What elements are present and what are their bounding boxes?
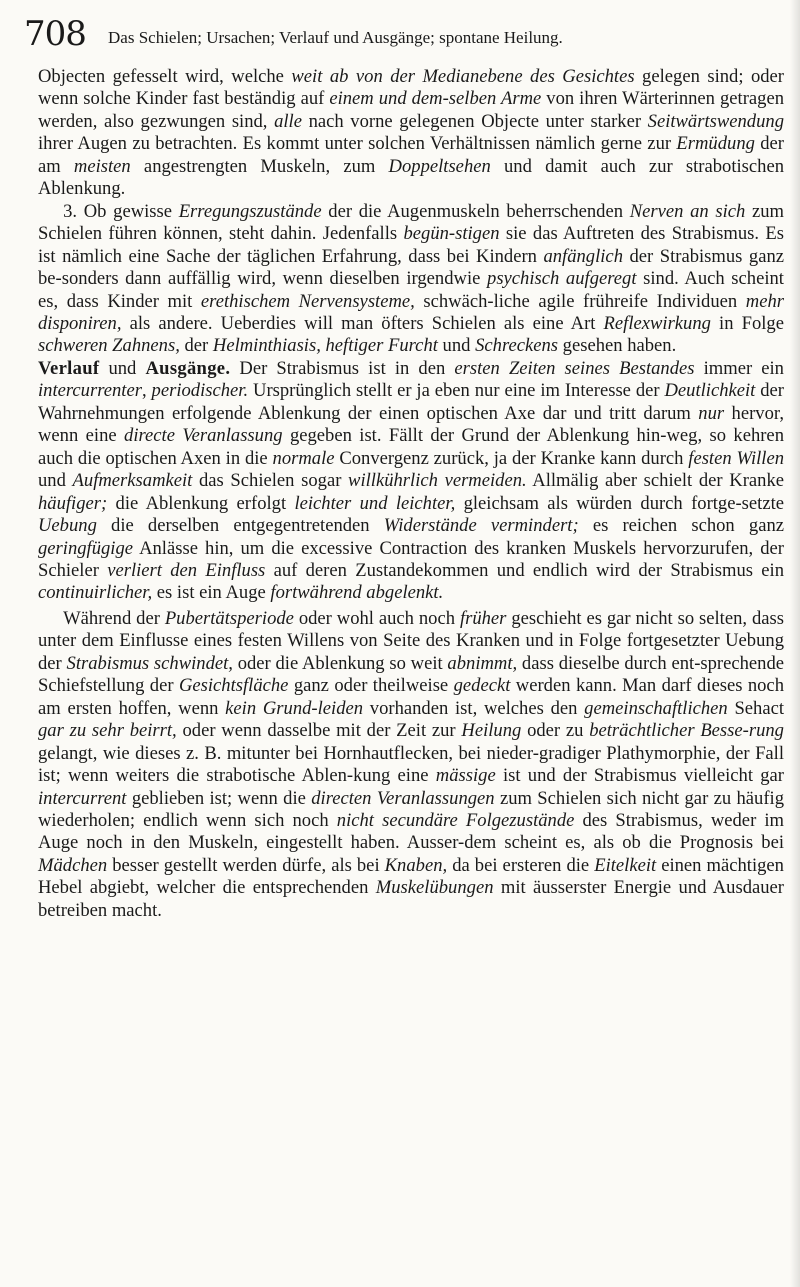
text-run: dass dieselbe durch ent-sprechende Schiefstellung der [38,652,785,697]
text-run: Sehact [727,697,785,719]
text-run: auf deren Zustandekommen und endlich wird der Strabismus ein [265,559,784,581]
emphasis-text: psychisch aufgeregt [487,268,637,290]
emphasis-text: mässige [435,765,496,787]
text-run: der Wahrnehmungen erfolgende Ablenkung der einen optischen Axe dar und tritt darum [38,380,785,424]
text-run: als andere. Ueberdies will man öfters Schielen als eine Art [121,312,604,334]
page-edge-shadow [790,0,800,1287]
text-run: Während der [63,607,165,629]
emphasis-text: weit ab von der Medianebene des Gesichtes [291,66,635,87]
text-run: schwäch-liche agile frühreife Individuen [414,290,746,312]
paragraph [38,201,784,358]
text-run: oder wohl auch noch [293,607,460,629]
text-run: es ist ein Auge [152,582,271,604]
text-run: nach vorne gelegenen Objecte unter starker [301,110,648,132]
text-run: oder die Ablenkung so weit [232,652,448,674]
emphasis-text: normale [272,447,335,469]
text-run: und [38,470,73,492]
emphasis-text: verliert den Einfluss [107,559,266,581]
text-run: werden kann. Man darf dieses noch am ersten hoffen, wenn [38,675,784,719]
text-run: vorhanden ist, welches den [363,697,585,719]
emphasis-text: intercurrent [38,787,127,809]
paragraph [38,608,784,922]
emphasis-text: directe Veranlassung [124,425,283,447]
emphasis-text: schweren Zahnens, [38,335,180,357]
emphasis-text: Aufmerksamkeit [72,470,193,492]
text-run: zum Schielen sich nicht gar zu häufig wiederholen; endlich wenn sich noch [38,787,785,831]
text-run: Der Strabismus ist in den [230,357,455,379]
text-run: immer ein [694,357,784,379]
text-run: zum Schielen führen können, steht dahin. Jedenfalls [38,200,785,245]
emphasis-text: anfänglich [543,245,623,267]
text-run: Anlässe hin, um die excessive Contraction des kranken Muskels hervorzurufen, der Schieler [38,537,784,581]
text-run: Allmälig aber schielt der Kranke [526,470,784,492]
text-run: in Folge [710,312,784,334]
text-run: und [99,357,146,379]
emphasis-text: leichter und leichter, [294,492,456,514]
text-run: gleichsam als würden durch fortge-setzte [455,492,784,514]
emphasis-text: willkührlich vermeiden. [348,470,527,492]
text-run: hervor, wenn eine [38,402,784,447]
text-run: gelegen sind; oder wenn solche Kinder fast beständig auf [38,66,784,110]
text-run: gelangt, wie dieses z. B. mitunter bei Hornhautflecken, bei nieder-gradiger Plathymorphie, der Fall ist; wenn weiters die strabotische Ablen-kung eine [38,742,784,787]
section-heading: Ausgänge. [145,357,231,379]
emphasis-text: Reflexwirkung [603,312,711,334]
emphasis-text: Schreckens [475,335,559,357]
text-run: angestrengten Muskeln, zum [130,155,389,177]
text-run: einen mächtigen Hebel abgiebt, welcher die entsprechenden [38,854,784,899]
emphasis-text: gemeinschaftlichen [584,697,728,719]
text-run: da bei ersteren die [447,854,595,876]
emphasis-text: nicht secundäre Folgezustände [336,809,575,831]
text-run: Objecten gefesselt wird, welche [38,66,292,87]
text-run: ihrer Augen zu betrachten. Es kommt unter solchen Verhältnissen nämlich gerne zur [38,133,677,155]
emphasis-text: abnimmt, [447,652,518,674]
emphasis-text: Gesichtsfläche [178,675,289,697]
text-run: geblieben ist; wenn die [126,787,312,809]
emphasis-text: gar zu sehr beirrt, [38,720,177,742]
text-run: gesehen haben. [558,335,677,357]
emphasis-text: periodischer. [151,380,249,402]
emphasis-text: Deutlichkeit [664,380,756,402]
page-number: 708 [24,14,86,54]
emphasis-text: meisten [73,155,131,177]
emphasis-text: Knaben, [384,854,448,876]
emphasis-text: Nerven an sich [629,200,746,222]
emphasis-text: Heilung [461,720,522,742]
emphasis-text: Strabismus schwindet, [66,652,233,674]
text-run: 3. Ob gewisse [63,200,179,222]
text-run: sie das Auftreten des Strabismus. Es ist nämlich eine Sache der täglichen Erfahrung, dass bei Kindern [38,223,784,267]
emphasis-text: Doppeltsehen [388,155,491,177]
emphasis-text: erethischem Nervensysteme, [200,290,415,312]
emphasis-text: fortwährend abgelenkt. [270,582,444,604]
text-run: und damit auch zur strabotischen Ablenkung. [38,155,784,200]
text-run: es reichen schon ganz [578,515,784,537]
section-paragraph [38,358,784,605]
emphasis-text: Ermüdung [676,133,755,155]
text-run: Convergenz zurück, ja der Kranke kann durch [334,447,689,469]
emphasis-text: kein Grund-leiden [225,697,364,719]
emphasis-text: geringfügige [38,537,134,559]
emphasis-text: nur [698,402,725,424]
emphasis-text: ersten Zeiten seines Bestandes [454,357,695,379]
text-run: der die Augenmuskeln beherrschenden [321,200,630,222]
text-run: mit äusserster Energie und Ausdauer betreiben macht. [38,877,784,921]
emphasis-text: Widerstände vermindert; [383,515,579,537]
emphasis-text: mehr disponiren, [38,290,784,334]
emphasis-text: Helminthiasis, heftiger Furcht [212,335,438,357]
emphasis-text: begün-stigen [403,223,500,245]
text-run: , [141,380,152,402]
emphasis-text: Eitelkeit [594,854,657,876]
emphasis-text: Erregungszustände [178,200,322,222]
text-run: der [179,335,213,357]
text-run: ist und der Strabismus vielleicht gar [495,765,784,787]
text-run: und [437,335,476,357]
emphasis-text: einem und dem-selben Arme [329,88,542,110]
emphasis-text: häufiger; [38,492,108,514]
text-run: oder zu [521,720,590,742]
text-run: geschieht es gar nicht so selten, dass unter dem Einflusse eines festen Willens von Seite des Kranken und in Folge fortgesetzter Uebung der [38,607,784,674]
emphasis-text: intercurrenter [38,380,142,402]
text-run: gegeben ist. Fällt der Grund der Ablenkung hin-weg, so kehren auch die optischen Axen in die [38,425,784,469]
emphasis-text: festen Willen [688,447,784,469]
text-run: der am [38,133,785,177]
paragraph [38,66,784,201]
emphasis-text: Muskelübungen [375,877,494,899]
text-run: des Strabismus, weder im Auge noch in den Muskeln, eingestellt haben. Ausser-dem scheint es, als ob die Prognosis bei [38,809,785,854]
body-text [38,66,784,922]
text-run: von ihren Wärterinnen getragen werden, also gezwungen sind, [38,88,784,132]
text-run: sind. Auch scheint es, dass Kinder mit [38,268,784,312]
emphasis-text: directen Veranlassungen [311,787,495,809]
text-run: ganz oder theilweise [288,675,454,697]
emphasis-text: früher [459,607,507,629]
section-heading: Verlauf [38,357,100,379]
text-run: besser gestellt werden dürfe, als bei [107,854,385,876]
text-run: Ursprünglich stellt er ja eben nur eine im Interesse der [248,380,665,402]
running-head: Das Schielen; Ursachen; Verlauf und Ausgänge; spontane Heilung. [108,28,563,47]
text-run: die Ablenkung erfolgt [107,492,295,514]
emphasis-text: Mädchen [38,854,108,876]
emphasis-text: continuirlicher, [38,582,153,604]
text-run: oder wenn dasselbe mit der Zeit zur [176,720,462,742]
text-run: der Strabismus ganz be-sonders dann auffällig wird, wenn dieselben irgendwie [38,245,784,290]
text-run: die derselben entgegentretenden [96,515,384,537]
emphasis-text: gedeckt [453,675,511,697]
emphasis-text: Uebung [38,515,97,537]
emphasis-text: beträchtlicher Besse-rung [589,720,784,742]
emphasis-text: Pubertätsperiode [164,607,294,629]
emphasis-text: alle [274,110,302,132]
emphasis-text: Seitwärtswendung [647,110,784,132]
text-run: das Schielen sogar [192,470,349,492]
page-header [24,10,784,62]
